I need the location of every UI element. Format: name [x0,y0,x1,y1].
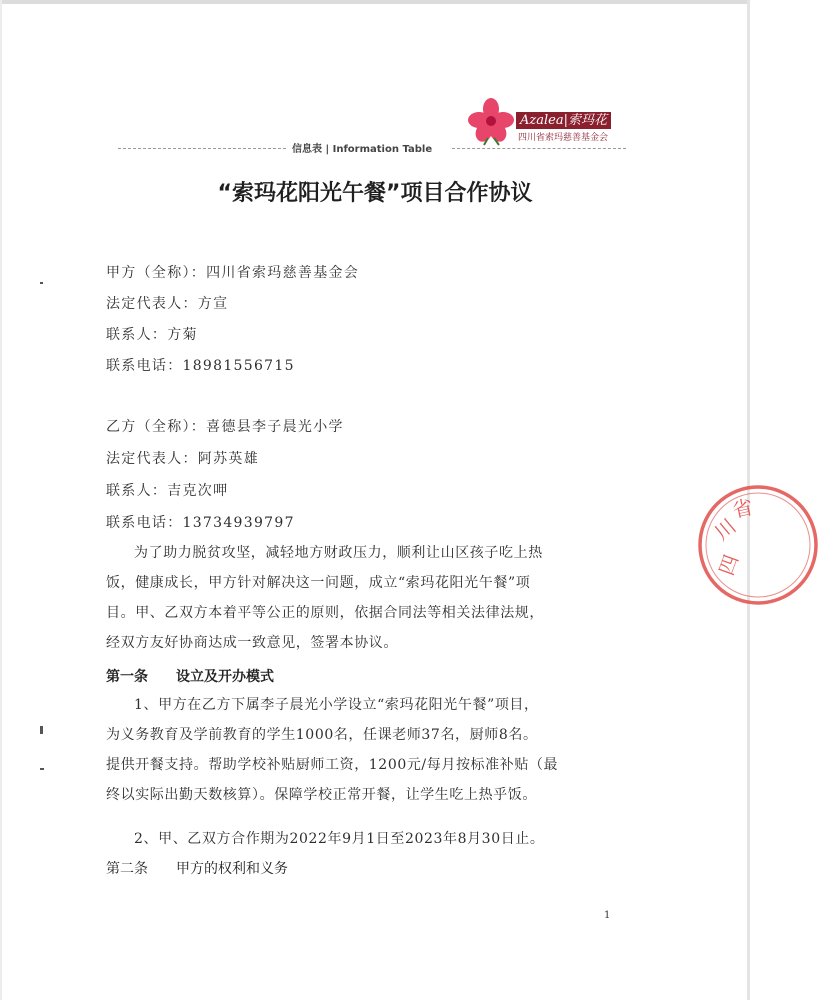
preamble-paragraph [106,538,544,658]
scan-mark [40,768,44,770]
header-rule-left [118,148,286,149]
article-1-title: 设立及开办模式 [176,669,274,685]
article-2-heading [106,858,288,878]
azalea-flower-icon [466,96,516,146]
article-1-heading [106,666,274,686]
article-1-clause-1 [106,690,558,810]
clause-line: 1、甲方在乙方下属李子晨光小学设立“索玛花阳光午餐”项目， [134,697,539,713]
logo-subtitle: 四川省索玛慈善基金会 [518,133,609,143]
header-rule-right [452,148,626,149]
party-a-legal-rep: 法定代表人：方宣 [106,296,229,312]
party-a-name: 甲方（全称）：四川省索玛慈善基金会 [106,265,360,281]
clause-line: 提供开餐支持。帮助学校补贴厨师工资，1200元/每月按标准补贴（最 [106,757,559,773]
party-b-contact: 联系人：吉克次呷 [106,483,229,499]
clause-line: 终以实际出勤天数核算）。保障学校正常开餐，让学生吃上热乎饭。 [106,787,537,803]
preamble-line: 目。甲、乙双方本着平等公正的原则，依据合同法等相关法律法规， [106,605,544,621]
svg-text:省: 省 [730,494,756,523]
article-1-clause-2: 2、甲、乙双方合作期为2022年9月1日至2023年8月30日止。 [134,831,545,847]
party-a-phone: 联系电话：18981556715 [106,358,295,374]
party-b-legal-rep: 法定代表人：阿苏英雄 [106,451,259,467]
foundation-logo [466,96,616,146]
party-b-name: 乙方（全称）：喜德县李子晨光小学 [106,419,344,435]
article-2-number: 第二条 [106,861,148,877]
party-b-phone: 联系电话：13734939797 [106,515,295,531]
party-a-contact: 联系人：方菊 [106,327,198,343]
preamble-line: 经双方友好协商达成一致意见，签署本协议。 [106,635,398,651]
preamble-line: 为了助力脱贫攻坚，减轻地方财政压力，顺利让山区孩子吃上热 [134,545,543,561]
article-2-title: 甲方的权利和义务 [176,861,288,877]
article-1-number: 第一条 [106,669,148,685]
document-title: “索玛花阳光午餐”项目合作协议 [217,181,533,206]
scan-mark [40,726,43,734]
info-table-label: 信息表 | Information Table [292,144,433,155]
official-seal-icon [693,480,823,610]
svg-text:川: 川 [709,513,741,546]
svg-text:四: 四 [714,551,744,579]
preamble-line: 饭，健康成长，甲方针对解决这一问题，成立“索玛花阳光午餐”项 [106,575,531,591]
logo-brand: Azalea|索玛花 [516,112,611,129]
scan-edge-top [0,0,750,4]
page-number: 1 [604,910,611,921]
scan-mark [40,282,43,284]
scan-edge-left [0,0,2,1000]
clause-line: 为义务教育及学前教育的学生1000名，任课老师37名，厨师8名。 [106,727,538,743]
